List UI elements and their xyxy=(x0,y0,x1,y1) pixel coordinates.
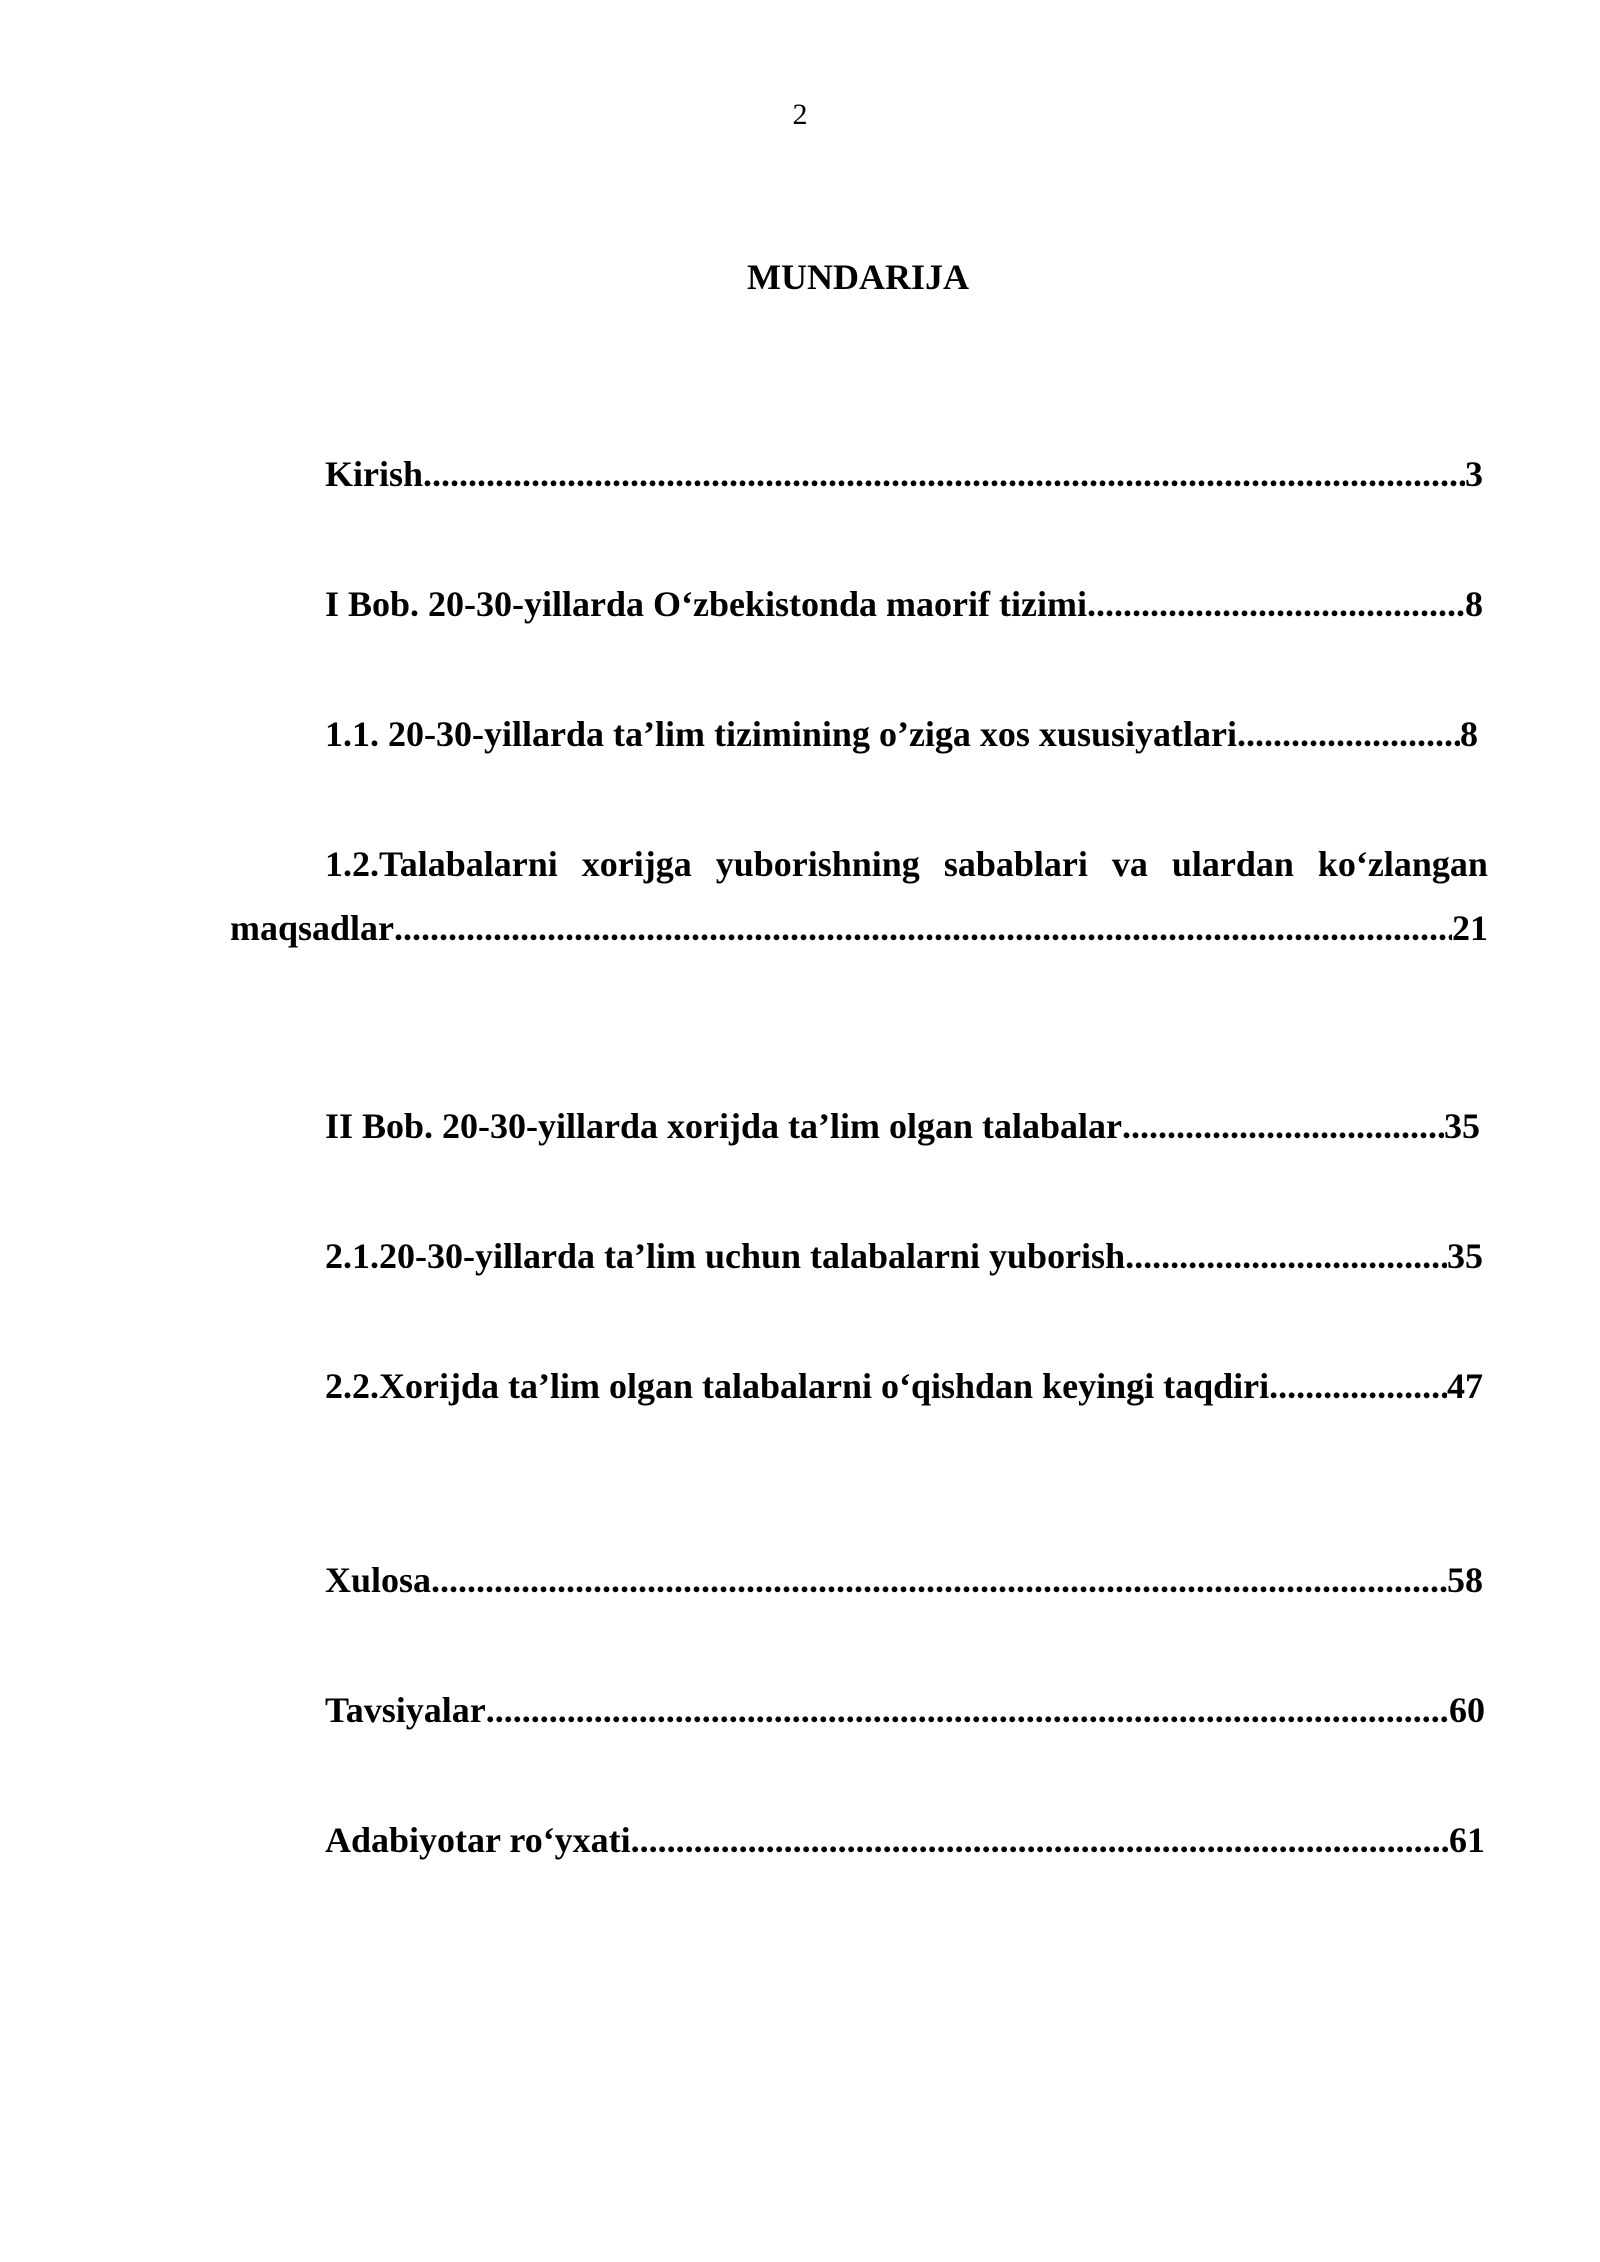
toc-entry-page: 35 xyxy=(1447,1236,1483,1276)
toc-entry-chapter-2 xyxy=(325,1104,1480,1148)
toc-leader-dots xyxy=(431,1558,1447,1602)
toc-entry-page: 58 xyxy=(1447,1560,1483,1600)
toc-word: ulardan xyxy=(1171,844,1294,884)
toc-entry-page: 3 xyxy=(1465,454,1483,494)
toc-leader-dots xyxy=(1125,1234,1447,1278)
toc-entry-label: 2.2.Xorijda ta’lim olgan talabalarni o‘qishdan keyingi taqdiri xyxy=(325,1366,1270,1406)
toc-entry-kirish xyxy=(325,452,1483,496)
toc-entry-adabiyotlar xyxy=(325,1818,1485,1862)
toc-leader-dots xyxy=(1087,582,1465,626)
toc-entry-label-continued: maqsadlar xyxy=(230,908,395,948)
toc-entry-label: Tavsiyalar xyxy=(325,1690,486,1730)
toc-entry-label: I Bob. 20-30-yillarda O‘zbekistonda maorif tizimi xyxy=(325,584,1087,624)
toc-word: sabablari xyxy=(943,844,1088,884)
toc-entry-page: 47 xyxy=(1447,1366,1483,1406)
toc-word: ko‘zlangan xyxy=(1317,844,1488,884)
toc-word: xorijga xyxy=(581,844,692,884)
toc-leader-dots xyxy=(1122,1104,1444,1148)
toc-leader-dots xyxy=(1269,1364,1447,1408)
toc-entry-section-1-2 xyxy=(230,842,1488,950)
toc-word: 1.2.Talabalarni xyxy=(325,844,558,884)
toc-entry-page: 35 xyxy=(1444,1106,1480,1146)
toc-entry-xulosa xyxy=(325,1558,1483,1602)
toc-leader-dots xyxy=(1237,712,1460,756)
page-number: 2 xyxy=(792,98,808,131)
toc-leader-dots xyxy=(486,1688,1449,1732)
toc-leader-dots xyxy=(631,1818,1449,1862)
toc-word: yuborishning xyxy=(715,844,920,884)
toc-entry-section-2-2 xyxy=(325,1364,1483,1408)
toc-entry-section-1-1 xyxy=(325,712,1478,756)
toc-entry-chapter-1 xyxy=(325,582,1483,626)
toc-entry-section-2-1 xyxy=(325,1234,1483,1278)
toc-entry-page: 8 xyxy=(1465,584,1483,624)
toc-entry-label: 2.1.20-30-yillarda ta’lim uchun talabalarni yuborish xyxy=(325,1236,1126,1276)
toc-entry-page: 21 xyxy=(1452,908,1488,948)
toc-leader-dots xyxy=(423,452,1465,496)
toc-entry-label: Adabiyotar ro‘yxati xyxy=(325,1820,631,1860)
toc-entry-label: Kirish xyxy=(325,454,424,494)
toc-entry-first-line xyxy=(230,842,1488,886)
toc-entry-page: 61 xyxy=(1449,1820,1485,1860)
toc-entry-label: Xulosa xyxy=(325,1560,432,1600)
toc-word: va xyxy=(1111,844,1148,884)
toc-leader-dots xyxy=(394,906,1452,950)
toc-entry-label: II Bob. 20-30-yillarda xorijda ta’lim olgan talabalar xyxy=(325,1106,1123,1146)
toc-entry-label: 1.1. 20-30-yillarda ta’lim tizimining o’ziga xos xususiyatlari xyxy=(325,714,1237,754)
toc-entry-page: 8 xyxy=(1460,714,1478,754)
toc-entry-tavsiyalar xyxy=(325,1688,1485,1732)
page-title: MUNDARIJA xyxy=(747,257,969,297)
toc-entry-page: 60 xyxy=(1449,1690,1485,1730)
